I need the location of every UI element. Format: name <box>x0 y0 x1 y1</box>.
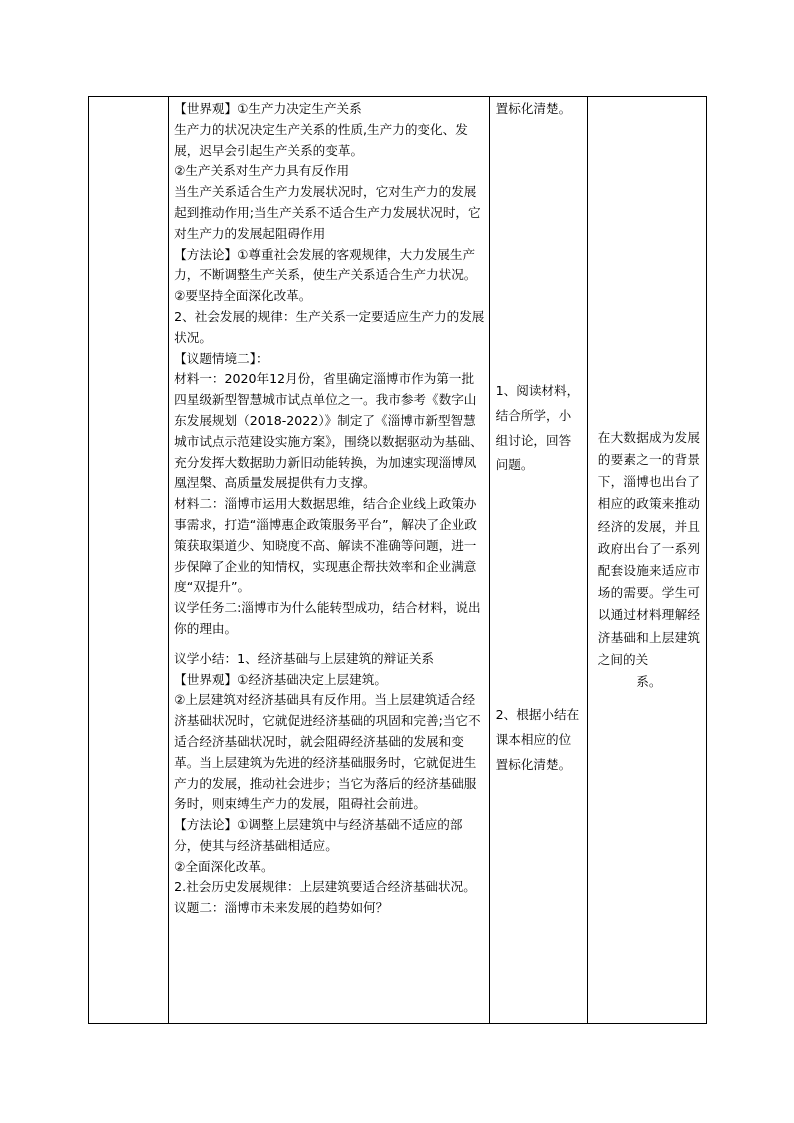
paragraph: 2、社会发展的规律：生产关系一定要适应生产力的发展状况。 <box>174 308 485 345</box>
paragraph: 生产力的状况决定生产关系的性质,生产力的变化、发展，迟早会引起生产关系的变革。 <box>174 121 468 158</box>
paragraph: ②生产关系对生产力具有反作用 <box>174 163 350 179</box>
topic-two: 议题二：淄博市未来发展的趋势如何？ <box>174 900 389 916</box>
activity-cell <box>489 97 587 1024</box>
activity-3: 2、根据小结在课本相应的位置标化清楚。 <box>495 707 580 772</box>
table-row <box>89 97 707 1024</box>
purpose-cell <box>587 97 706 1024</box>
summary-heading: 议学小结：1、经济基础与上层建筑的辩证关系 <box>174 650 435 666</box>
methodology-1: 【方法论】①尊重社会发展的客观规律，大力发展生产力，不断调整生产关系，使生产关系适合生产力状况。 <box>174 246 477 283</box>
material-one: 材料一：2020年12月份，省里确定淄博市作为第一批四星级新型智慧城市试点单位之一。我市参考《数字山东发展规划（2018-2022）》制定了《淄博市新型智慧城市试点示范建设实施方案》，围绕以数据驱动为基础、充分发挥大数据助力新旧动能转换，为加速实现淄博凤凰涅槃、高质量发展提供有力支撑。 <box>174 371 483 491</box>
content-cell <box>169 97 490 1024</box>
worldview-heading-2: 【世界观】①经济基础决定上层建筑。 <box>174 671 387 687</box>
purpose-last-line: 系。 <box>636 674 662 690</box>
methodology-2: 【方法论】①调整上层建筑中与经济基础不适应的部分，使其与经济基础相适应。 <box>174 817 463 853</box>
paragraph: 2.社会历史发展规律：上层建筑要适合经济基础状况。 <box>174 879 476 895</box>
task-two: 议学任务二:淄博市为什么能转型成功，结合材料，说出你的理由。 <box>174 600 481 636</box>
lesson-table <box>88 96 707 1024</box>
blank-cell <box>89 97 169 1024</box>
activity-2: 1、阅读材料，结合所学，小组讨论，回答问题。 <box>495 383 580 473</box>
paragraph: ②上层建筑对经济基础具有反作用。当上层建筑适合经济基础状况时，它就促进经济基础的巩固和完善;当它不适合经济基础状况时，就会阻碍经济基础的发展和变革。当上层建筑为先进的经济基础服务时，它就促进生产力的发展，推动社会进步；当它为落后的经济基础服务时，则束缚生产力的发展，阻碍社会前进。 <box>174 692 481 812</box>
paragraph: ②要坚持全面深化改革。 <box>174 288 312 304</box>
activity-1: 置标化清楚。 <box>495 101 572 116</box>
material-two: 材料二：淄博市运用大数据思维，结合企业线上政策办事需求，打造“淄博惠企政策服务平台”，解决了企业政策获取渠道少、知晓度不高、解读不准确等问题，进一步保障了企业的知情权，实现惠企帮扶效率和企业满意度“双提升”。 <box>174 496 477 595</box>
purpose-text <box>588 427 706 693</box>
paragraph: ②全面深化改革。 <box>174 858 274 874</box>
paragraph: 当生产关系适合生产力发展状况时，它对生产力的发展起到推动作用;当生产关系不适合生产力发展状况时，它对生产力的发展起阻碍作用 <box>174 184 481 241</box>
purpose-body: 在大数据成为发展的要素之一的背景下，淄博也出台了相应的政策来推动经济的发展，并且政府出台了一系列配套设施来适应市场的需要。学生可以通过材料理解经济基础和上层建筑之间的关 <box>597 429 700 667</box>
spacer <box>174 640 486 649</box>
scenario-heading: 【议题情境二】： <box>174 350 269 366</box>
worldview-heading-1: 【世界观】①生产力决定生产关系 <box>174 101 362 116</box>
